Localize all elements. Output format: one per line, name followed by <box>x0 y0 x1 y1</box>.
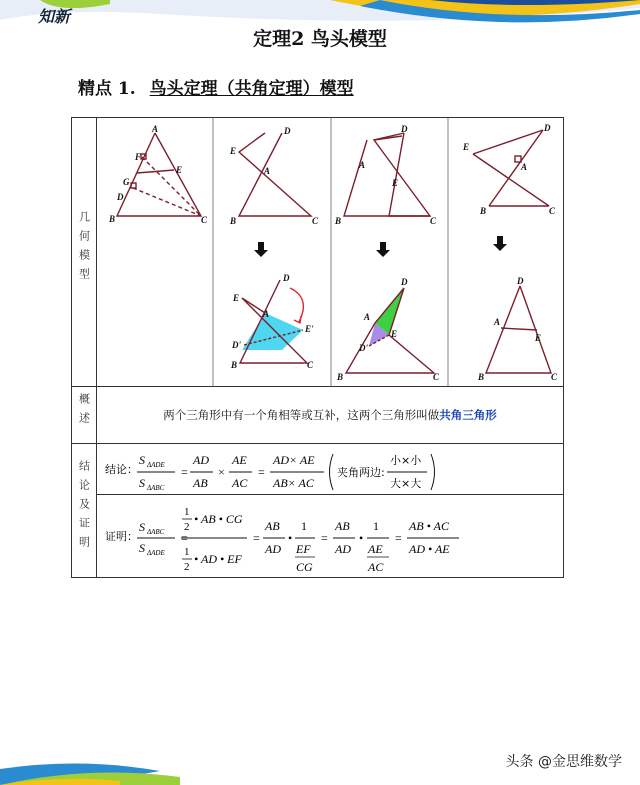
svg-text:D: D <box>401 277 408 287</box>
page-title: 定理2 鸟头模型 <box>253 28 387 50</box>
svg-text:C: C <box>201 215 208 225</box>
figure-3 <box>344 133 430 216</box>
svg-text:A: A <box>364 312 371 322</box>
figures-cell <box>97 118 564 387</box>
svg-text:B: B <box>335 216 342 226</box>
svg-text:E': E' <box>305 324 314 334</box>
overview-highlight: 共角三角形 <box>439 408 497 422</box>
svg-text:•: • <box>288 531 293 545</box>
svg-text:S: S <box>139 476 145 490</box>
figure-4-labels <box>462 123 556 216</box>
figure-3b <box>346 288 434 373</box>
svg-text:AC: AC <box>368 560 384 574</box>
svg-text:AB: AB <box>335 519 350 533</box>
svg-text:EF: EF <box>296 542 311 556</box>
proof-cell <box>97 495 564 578</box>
svg-text:B: B <box>230 216 237 226</box>
svg-text:结论：: 结论： <box>105 463 138 476</box>
svg-text:D: D <box>284 126 291 136</box>
figure-2b <box>240 280 307 363</box>
svg-text:AB× AC: AB× AC <box>273 476 314 490</box>
figure-2 <box>239 133 311 216</box>
svg-text:E: E <box>392 178 399 188</box>
figure-4 <box>473 130 549 206</box>
svg-text:•: • <box>359 531 364 545</box>
svg-text:A: A <box>359 160 366 170</box>
svg-text:2: 2 <box>184 521 190 533</box>
svg-text:1: 1 <box>373 519 379 533</box>
section-heading <box>78 74 354 99</box>
svg-text:CG: CG <box>296 560 313 574</box>
svg-text:AD: AD <box>335 542 351 556</box>
svg-text:• AB • CG: • AB • CG <box>194 512 243 526</box>
svg-text:夹角两边:: 夹角两边: <box>337 466 385 479</box>
svg-text:C: C <box>312 216 319 226</box>
svg-text:S: S <box>139 541 145 555</box>
svg-text:×: × <box>218 465 225 479</box>
overview-cell <box>97 387 564 444</box>
svg-text:1: 1 <box>184 546 190 558</box>
svg-text:A: A <box>494 317 501 327</box>
svg-text:大×大: 大×大 <box>390 477 422 490</box>
svg-text:E: E <box>463 142 470 152</box>
svg-text:S: S <box>139 453 145 467</box>
conclusion-formula <box>97 444 565 494</box>
svg-text:E: E <box>230 146 237 156</box>
svg-text:E: E <box>535 333 542 343</box>
svg-text:A: A <box>521 162 528 172</box>
svg-text:D: D <box>117 192 124 202</box>
svg-text:D: D <box>283 273 290 283</box>
svg-text:=: = <box>181 531 188 545</box>
svg-text:AE: AE <box>232 453 247 467</box>
svg-text:2: 2 <box>184 561 190 573</box>
svg-text:AB: AB <box>265 519 280 533</box>
svg-text:=: = <box>181 465 188 479</box>
svg-text:C: C <box>551 372 558 382</box>
logo: 知新 <box>38 7 71 26</box>
svg-text:S: S <box>139 520 145 534</box>
svg-text:B: B <box>109 214 116 224</box>
svg-text:D': D' <box>359 343 368 353</box>
row-label-conclusion: 结论及证明 <box>72 444 97 578</box>
figure-3-labels <box>334 124 437 226</box>
svg-text:D': D' <box>232 340 241 350</box>
figure-4b <box>486 286 551 373</box>
svg-text:AD× AE: AD× AE <box>273 453 315 467</box>
down-arrow-icon <box>254 242 268 257</box>
section-name: 鸟头定理（共角定理）模型 <box>149 79 354 99</box>
svg-text:B: B <box>231 360 238 370</box>
svg-text:A: A <box>263 309 270 319</box>
svg-text:B: B <box>480 206 487 216</box>
svg-text:1: 1 <box>184 506 190 518</box>
svg-text:ΔADE: ΔADE <box>147 461 165 469</box>
geometry-figures <box>97 118 565 386</box>
svg-text:B: B <box>337 372 344 382</box>
svg-text:A: A <box>152 124 159 134</box>
svg-text:=: = <box>395 531 402 545</box>
svg-text:AB • AC: AB • AC <box>409 519 449 533</box>
section-number: 精点 1. <box>78 79 136 99</box>
svg-text:D: D <box>517 276 524 286</box>
svg-text:AD • AE: AD • AE <box>409 542 450 556</box>
down-arrows <box>254 236 507 257</box>
row-label-models: 几何模型 <box>72 118 97 387</box>
svg-text:ΔADE: ΔADE <box>147 549 165 557</box>
svg-text:AD: AD <box>265 542 281 556</box>
down-arrow-icon <box>493 236 507 251</box>
svg-text:AD: AD <box>193 453 209 467</box>
svg-text:E: E <box>176 165 183 175</box>
svg-text:E: E <box>233 293 240 303</box>
svg-text:C: C <box>549 206 556 216</box>
svg-text:D: D <box>544 123 551 133</box>
svg-text:1: 1 <box>301 519 307 533</box>
svg-text:D: D <box>401 124 408 134</box>
svg-text:小×小: 小×小 <box>390 454 422 467</box>
row-label-overview: 概述 <box>72 387 97 444</box>
svg-text:AC: AC <box>232 476 248 490</box>
svg-text:AB: AB <box>193 476 208 490</box>
svg-text:C: C <box>433 372 440 382</box>
svg-text:=: = <box>258 465 265 479</box>
svg-text:E: E <box>391 329 398 339</box>
svg-text:F: F <box>135 152 142 162</box>
proof-formula <box>97 495 565 577</box>
overview-text: 两个三角形中有一个角相等或互补，这两个三角形叫做 <box>163 408 440 422</box>
model-table <box>71 117 564 578</box>
svg-text:证明：: 证明： <box>105 530 138 543</box>
svg-text:C: C <box>430 216 437 226</box>
svg-text:A: A <box>264 166 271 176</box>
down-arrow-icon <box>376 242 390 257</box>
svg-text:B: B <box>478 372 485 382</box>
svg-text:=: = <box>321 531 328 545</box>
svg-text:AE: AE <box>368 542 383 556</box>
svg-text:G: G <box>123 177 130 187</box>
svg-text:=: = <box>253 531 260 545</box>
svg-text:• AD • EF: • AD • EF <box>194 552 242 566</box>
svg-text:ΔABC: ΔABC <box>147 484 165 492</box>
figure-1 <box>117 133 201 216</box>
conclusion-cell <box>97 444 564 495</box>
footer-watermark: 头条 @金思维数学 <box>505 754 622 770</box>
svg-text:ΔABC: ΔABC <box>147 528 165 536</box>
svg-text:C: C <box>307 360 314 370</box>
